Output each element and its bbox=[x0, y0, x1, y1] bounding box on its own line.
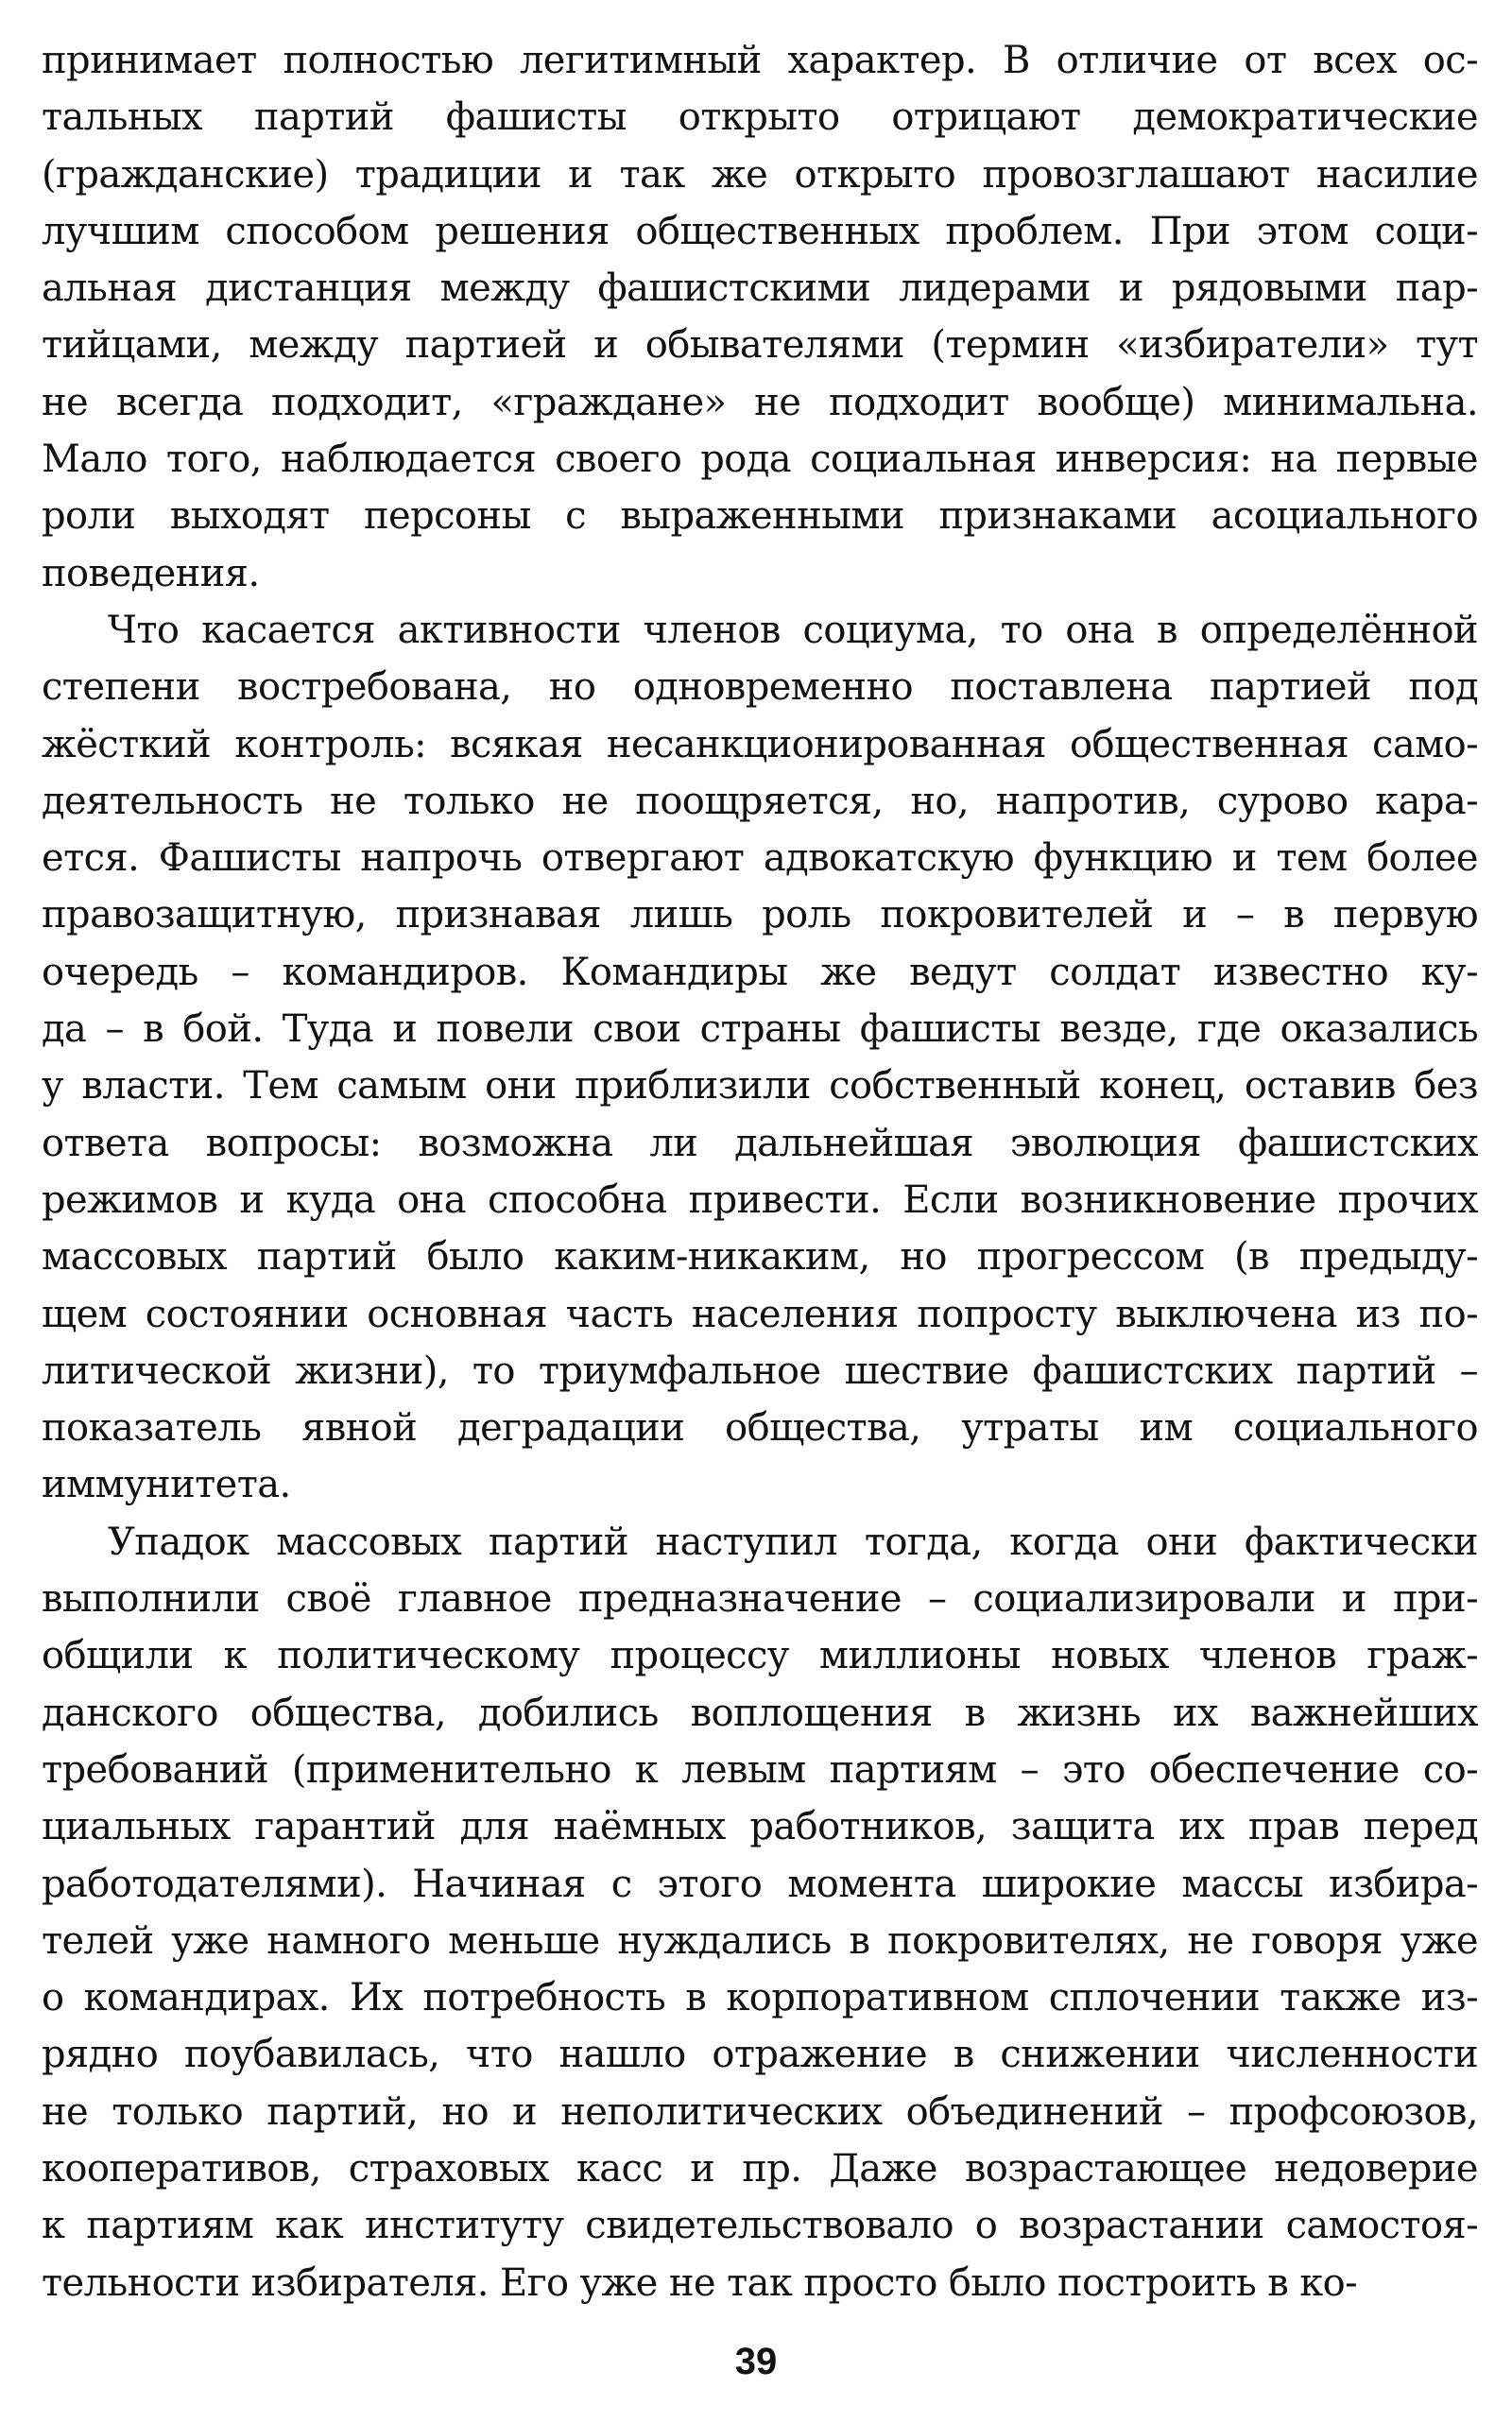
text-line: правозащитную, признавая лишь роль покровителей и – в первую bbox=[42, 893, 1478, 937]
text-line: общили к политическому процессу миллионы новых членов граж- bbox=[42, 1634, 1478, 1678]
text-line: ответа вопросы: возможна ли дальнейшая эволюция фашистских bbox=[42, 1121, 1478, 1165]
text-line: тийцами, между партией и обывателями (термин «избиратели» тут bbox=[42, 323, 1478, 368]
text-line: литической жизни), то триумфальное шествие фашистских партий – bbox=[42, 1349, 1478, 1393]
text-line: рядно поубавилась, что нашло отражение в снижении численности bbox=[42, 2033, 1478, 2077]
text-line: не только партий, но и неполитических объединений – профсоюзов, bbox=[42, 2089, 1478, 2134]
text-line: альная дистанция между фашистскими лидерами и рядовыми пар- bbox=[42, 266, 1478, 311]
text-line: работодателями). Начиная с этого момента широкие массы избира- bbox=[42, 1862, 1478, 1906]
page-number: 39 bbox=[734, 2341, 778, 2382]
text-line: требований (применительно к левым партиям – это обеспечение со- bbox=[42, 1747, 1478, 1792]
text-line: лучшим способом решения общественных проблем. При этом соци- bbox=[42, 209, 1478, 253]
text-line: тельности избирателя. Его уже не так просто было построить в ко- bbox=[42, 2260, 1358, 2305]
text-line: данского общества, добились воплощения в жизнь их важнейших bbox=[42, 1691, 1478, 1735]
text-line: выполнили своё главное предназначение – социализировали и при- bbox=[42, 1577, 1478, 1622]
text-line: показатель явной деградации общества, утраты им социального bbox=[42, 1406, 1478, 1451]
book-page-text bbox=[42, 32, 1478, 2311]
text-line: деятельность не только не поощряется, но, напротив, сурово кара- bbox=[42, 779, 1478, 823]
text-line: Упадок массовых партий наступил тогда, когда они фактически bbox=[108, 1520, 1478, 1564]
text-line: очередь – командиров. Командиры же ведут солдат известно ку- bbox=[42, 950, 1478, 994]
text-line: циальных гарантий для наёмных работников, защита их прав перед bbox=[42, 1805, 1478, 1849]
text-line: Что касается активности членов социума, то она в определённой bbox=[108, 608, 1478, 652]
text-line: роли выходят персоны с выраженными признаками асоциального bbox=[42, 494, 1478, 539]
text-line: жёсткий контроль: всякая несанкционированная общественная само- bbox=[42, 722, 1478, 766]
paragraph-3 bbox=[42, 1514, 1478, 2311]
paragraph-1 bbox=[42, 32, 1478, 602]
text-line: режимов и куда она способна привести. Если возникновение прочих bbox=[42, 1177, 1478, 1222]
text-line: (гражданские) традиции и так же открыто провозглашают насилие bbox=[42, 152, 1478, 197]
text-line: ется. Фашисты напрочь отвергают адвокатскую функцию и тем более bbox=[42, 836, 1478, 881]
text-line: щем состоянии основная часть населения попросту выключена из по- bbox=[42, 1292, 1478, 1336]
text-line: Мало того, наблюдается своего рода социальная инверсия: на первые bbox=[42, 438, 1478, 482]
text-line: иммунитета. bbox=[42, 1463, 291, 1507]
text-line: к партиям как институту свидетельствовало о возрастании самостоя- bbox=[42, 2204, 1478, 2248]
text-line: степени востребована, но одновременно поставлена партией под bbox=[42, 665, 1478, 710]
paragraph-2 bbox=[42, 602, 1478, 1514]
text-line: принимает полностью легитимный характер. В отличие от всех ос- bbox=[42, 39, 1478, 82]
text-line: кооперативов, страховых касс и пр. Даже возрастающее недоверие bbox=[42, 2146, 1478, 2191]
text-line: о командирах. Их потребность в корпоративном сплочении также из- bbox=[42, 1976, 1478, 2020]
text-line: массовых партий было каким-никаким, но прогрессом (в предыду- bbox=[42, 1235, 1478, 1280]
text-line: да – в бой. Туда и повели свои страны фашисты везде, где оказались bbox=[42, 1007, 1478, 1052]
text-line: у власти. Тем самым они приблизили собственный конец, оставив без bbox=[42, 1064, 1478, 1108]
text-line: не всегда подходит, «граждане» не подходит вообще) минимальна. bbox=[42, 380, 1478, 424]
text-line: поведения. bbox=[42, 551, 260, 595]
text-line: телей уже намного меньше нуждались в покровителях, не говоря уже bbox=[42, 1918, 1478, 1963]
text-line: тальных партий фашисты открыто отрицают демократические bbox=[42, 95, 1478, 140]
